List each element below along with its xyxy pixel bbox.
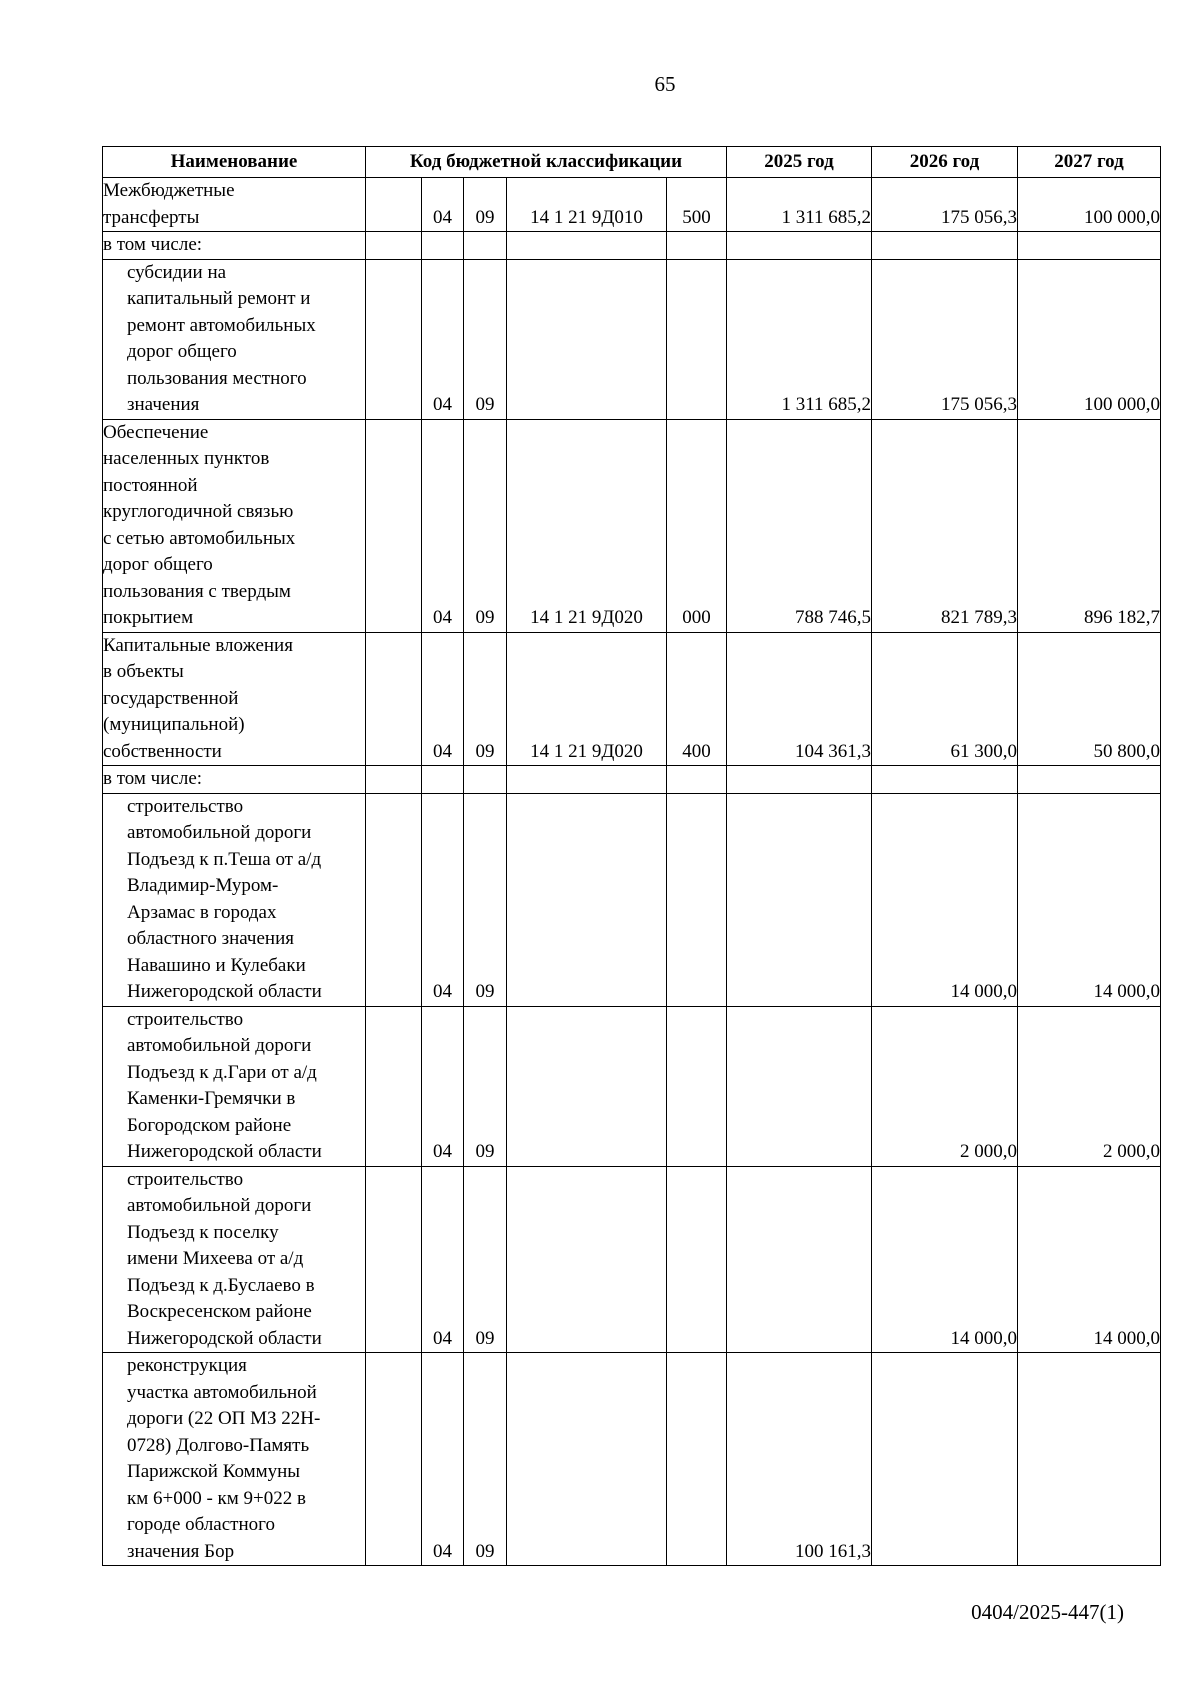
value-2027: 100 000,0 xyxy=(1018,178,1161,232)
table-row xyxy=(103,1006,1161,1166)
row-name-line: пользования местного xyxy=(127,367,307,389)
row-name-line: 0728) Долгово-Память xyxy=(127,1434,310,1456)
code-section xyxy=(422,766,464,794)
code-cell-1 xyxy=(366,1166,422,1353)
value-2027 xyxy=(1018,1353,1161,1566)
code-subsection: 09 xyxy=(464,259,507,419)
code-target-article xyxy=(507,232,667,260)
row-name-line: участка автомобильной xyxy=(127,1381,317,1403)
row-name-line: дорог общего xyxy=(103,554,213,575)
code-target-article: 14 1 21 9Д020 xyxy=(507,632,667,766)
code-target-article xyxy=(507,793,667,1006)
code-subsection xyxy=(464,232,507,260)
code-cell-1 xyxy=(366,1006,422,1166)
value-2027 xyxy=(1018,766,1161,794)
row-name-line: постоянной xyxy=(103,474,198,496)
row-name-line: Подъезд к д.Гари от а/д xyxy=(127,1061,317,1083)
code-cell-1 xyxy=(366,232,422,260)
row-name-line: в том числе: xyxy=(103,768,203,789)
code-cell-1 xyxy=(366,632,422,766)
value-2027: 14 000,0 xyxy=(1018,793,1161,1006)
row-name-line: Подъезд к поселку xyxy=(127,1221,279,1243)
code-target-article: 14 1 21 9Д010 xyxy=(507,178,667,232)
value-2025 xyxy=(727,766,872,794)
value-2025 xyxy=(727,232,872,260)
value-2025 xyxy=(727,793,872,1006)
code-section: 04 xyxy=(422,1353,464,1566)
row-name xyxy=(103,793,366,1006)
row-name-line: пользования с твердым xyxy=(103,580,291,602)
value-2027: 100 000,0 xyxy=(1018,259,1161,419)
code-target-article xyxy=(507,766,667,794)
row-name-line: государственной xyxy=(103,687,239,709)
row-name-line: (муниципальной) xyxy=(103,714,245,735)
value-2025: 1 311 685,2 xyxy=(727,259,872,419)
code-cell-1 xyxy=(366,259,422,419)
row-name-line: строительство xyxy=(127,795,244,817)
value-2026: 61 300,0 xyxy=(872,632,1018,766)
row-name-line: Богородском районе xyxy=(127,1114,292,1136)
row-name-line: Межбюджетные xyxy=(103,180,235,201)
row-name-line: значения xyxy=(127,394,200,415)
code-subsection: 09 xyxy=(464,1006,507,1166)
code-subsection: 09 xyxy=(464,632,507,766)
value-2027: 50 800,0 xyxy=(1018,632,1161,766)
row-name-line: автомобильной дороги xyxy=(127,1035,312,1056)
code-cell-1 xyxy=(366,793,422,1006)
code-target-article: 14 1 21 9Д020 xyxy=(507,419,667,632)
value-2025: 1 311 685,2 xyxy=(727,178,872,232)
header-name: Наименование xyxy=(103,147,366,178)
value-2025 xyxy=(727,1166,872,1353)
row-name xyxy=(103,1166,366,1353)
row-name-line: в том числе: xyxy=(103,234,203,255)
header-code: Код бюджетной классификации xyxy=(366,147,727,178)
row-name-line: круглогодичной связью xyxy=(103,501,294,522)
row-name xyxy=(103,766,366,794)
value-2025: 788 746,5 xyxy=(727,419,872,632)
budget-table xyxy=(102,146,1161,1566)
row-name-line: Каменки-Гремячки в xyxy=(127,1088,296,1109)
value-2027 xyxy=(1018,232,1161,260)
header-year-2026: 2026 год xyxy=(872,147,1018,178)
code-section xyxy=(422,232,464,260)
row-name xyxy=(103,1353,366,1566)
code-expense-type xyxy=(667,1353,727,1566)
row-name xyxy=(103,632,366,766)
row-name-line: Арзамас в городах xyxy=(127,901,277,923)
code-target-article xyxy=(507,1166,667,1353)
row-name-line: Подъезд к д.Буслаево в xyxy=(127,1274,315,1296)
value-2026: 14 000,0 xyxy=(872,793,1018,1006)
row-name-line: Навашино и Кулебаки xyxy=(127,954,306,976)
row-name-line: населенных пунктов xyxy=(103,448,270,469)
code-subsection: 09 xyxy=(464,178,507,232)
table-row xyxy=(103,632,1161,766)
row-name-line: строительство xyxy=(127,1168,244,1190)
row-name-line: автомобильной дороги xyxy=(127,1195,312,1216)
row-name-line: дорог общего xyxy=(127,341,237,362)
value-2026: 175 056,3 xyxy=(872,259,1018,419)
code-section: 04 xyxy=(422,419,464,632)
code-section: 04 xyxy=(422,793,464,1006)
code-target-article xyxy=(507,259,667,419)
value-2026: 821 789,3 xyxy=(872,419,1018,632)
row-name-line: с сетью автомобильных xyxy=(103,527,296,549)
table-row xyxy=(103,419,1161,632)
row-name-line: значения Бор xyxy=(127,1540,235,1562)
code-expense-type xyxy=(667,793,727,1006)
code-expense-type: 000 xyxy=(667,419,727,632)
code-expense-type xyxy=(667,259,727,419)
value-2027: 2 000,0 xyxy=(1018,1006,1161,1166)
row-name xyxy=(103,178,366,232)
row-name-line: имени Михеева от а/д xyxy=(127,1248,304,1269)
value-2026 xyxy=(872,1353,1018,1566)
code-section: 04 xyxy=(422,178,464,232)
code-cell-1 xyxy=(366,419,422,632)
row-name-line: капитальный ремонт и xyxy=(127,288,311,309)
row-name-line: Воскресенском районе xyxy=(127,1301,312,1322)
row-name-line: км 6+000 - км 9+022 в xyxy=(127,1487,306,1509)
code-subsection xyxy=(464,766,507,794)
code-section: 04 xyxy=(422,1166,464,1353)
row-name-line: строительство xyxy=(127,1008,244,1030)
page-number: 65 xyxy=(654,72,676,96)
row-name-line: дороги (22 ОП МЗ 22Н- xyxy=(127,1408,321,1429)
code-subsection: 09 xyxy=(464,1353,507,1566)
row-name xyxy=(103,1006,366,1166)
row-name-line: Нижегородской области xyxy=(127,1141,322,1162)
table-row xyxy=(103,766,1161,794)
table-row xyxy=(103,1353,1161,1566)
value-2026: 2 000,0 xyxy=(872,1006,1018,1166)
code-target-article xyxy=(507,1353,667,1566)
value-2025: 100 161,3 xyxy=(727,1353,872,1566)
header-year-2025: 2025 год xyxy=(727,147,872,178)
value-2027: 14 000,0 xyxy=(1018,1166,1161,1353)
code-section: 04 xyxy=(422,1006,464,1166)
code-cell-1 xyxy=(366,1353,422,1566)
row-name-line: трансферты xyxy=(103,206,200,228)
row-name-line: в объекты xyxy=(103,661,184,682)
table-row xyxy=(103,259,1161,419)
code-section: 04 xyxy=(422,632,464,766)
row-name xyxy=(103,419,366,632)
row-name-line: Нижегородской области xyxy=(127,1327,322,1349)
document-code: 0404/2025-447(1) xyxy=(971,1600,1124,1624)
code-subsection: 09 xyxy=(464,419,507,632)
row-name-line: покрытием xyxy=(103,607,194,628)
code-expense-type xyxy=(667,766,727,794)
value-2026 xyxy=(872,232,1018,260)
table-row xyxy=(103,232,1161,260)
row-name-line: Капитальные вложения xyxy=(103,634,293,656)
code-cell-1 xyxy=(366,178,422,232)
code-subsection: 09 xyxy=(464,1166,507,1353)
row-name-line: Парижской Коммуны xyxy=(127,1461,301,1482)
row-name-line: реконструкция xyxy=(127,1355,247,1376)
row-name-line: Владимир-Муром- xyxy=(127,875,279,896)
row-name-line: собственности xyxy=(103,740,222,762)
row-name-line: Обеспечение xyxy=(103,421,209,443)
row-name xyxy=(103,259,366,419)
row-name xyxy=(103,232,366,260)
value-2025 xyxy=(727,1006,872,1166)
row-name-line: областного значения xyxy=(127,928,294,949)
code-expense-type xyxy=(667,1166,727,1353)
code-expense-type xyxy=(667,232,727,260)
row-name-line: Нижегородской области xyxy=(127,981,322,1002)
row-name-line: автомобильной дороги xyxy=(127,822,312,843)
code-expense-type xyxy=(667,1006,727,1166)
code-section: 04 xyxy=(422,259,464,419)
value-2026 xyxy=(872,766,1018,794)
code-target-article xyxy=(507,1006,667,1166)
table-header-row xyxy=(103,147,1161,178)
row-name-line: ремонт автомобильных xyxy=(127,314,316,336)
code-subsection: 09 xyxy=(464,793,507,1006)
row-name-line: субсидии на xyxy=(127,261,227,283)
row-name-line: городе областного xyxy=(127,1514,275,1535)
table-row xyxy=(103,793,1161,1006)
row-name-line: Подъезд к п.Теша от а/д xyxy=(127,848,322,870)
code-expense-type: 400 xyxy=(667,632,727,766)
code-cell-1 xyxy=(366,766,422,794)
code-expense-type: 500 xyxy=(667,178,727,232)
value-2026: 14 000,0 xyxy=(872,1166,1018,1353)
value-2026: 175 056,3 xyxy=(872,178,1018,232)
value-2025: 104 361,3 xyxy=(727,632,872,766)
table-row xyxy=(103,1166,1161,1353)
value-2027: 896 182,7 xyxy=(1018,419,1161,632)
table-row xyxy=(103,178,1161,232)
header-year-2027: 2027 год xyxy=(1018,147,1161,178)
